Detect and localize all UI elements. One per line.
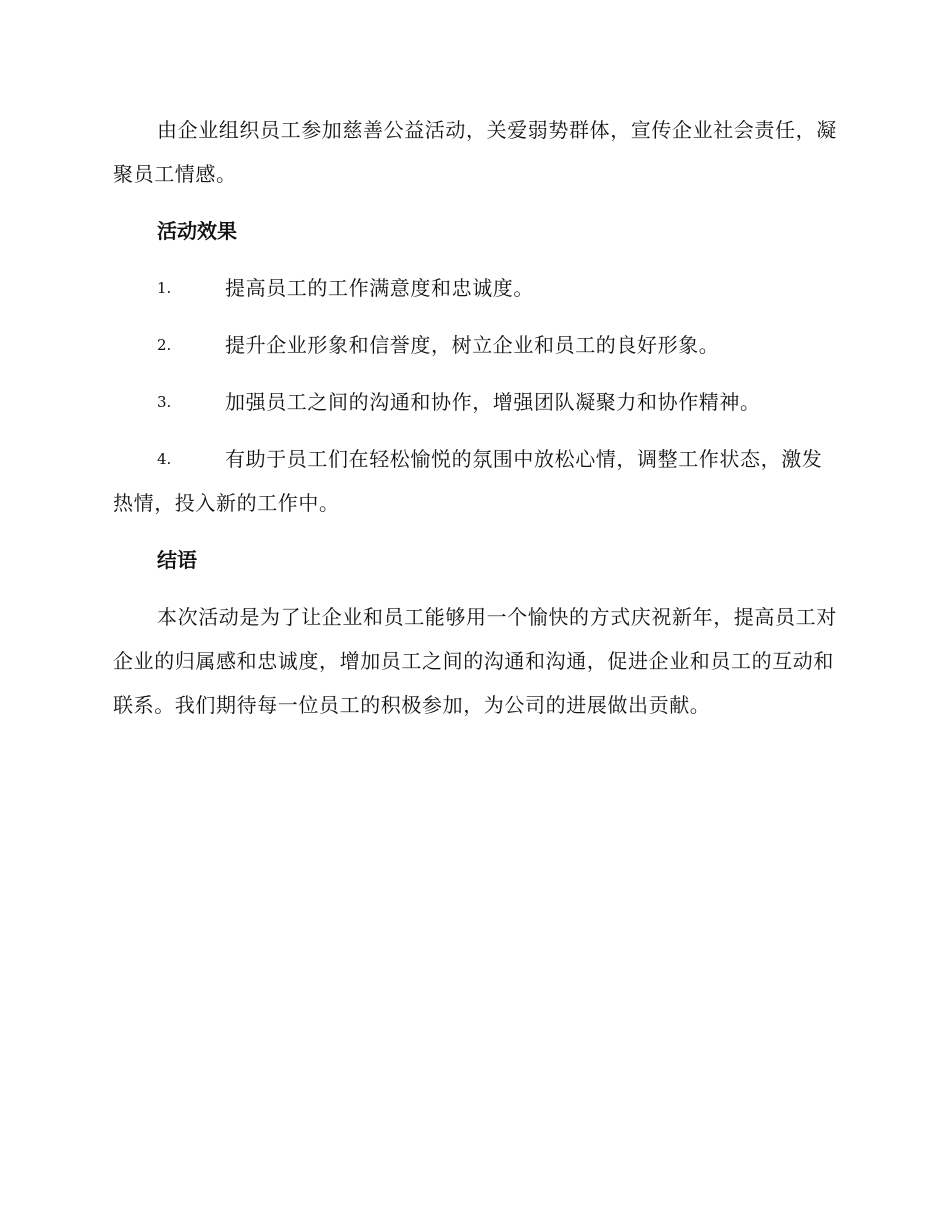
list-item [113,437,837,525]
conclusion-paragraph: 本次活动是为了让企业和员工能够用一个愉快的方式庆祝新年，提高员工对企业的归属感和忠诚度，增加员工之间的沟通和沟通，促进企业和员工的互动和联系。我们期待每一位员工的积极参加，为公司的进展做出贡献。 [113,605,837,717]
document-page [113,108,837,727]
list-item [113,323,837,367]
list-item-number: 1. [157,279,172,297]
conclusion-heading: 结语 [157,548,197,572]
list-item-text: 有助于员工们在轻松愉悦的氛围中放松心情，调整工作状态，激发热情，投入新的工作中。 [113,447,823,515]
effects-list [113,266,837,525]
intro-paragraph: 由企业组织员工参加慈善公益活动，关爱弱势群体，宣传企业社会责任，凝聚员工情感。 [113,118,837,186]
list-item-text: 提升企业形象和信誉度，树立企业和员工的良好形象。 [225,333,720,357]
effects-heading: 活动效果 [157,219,237,243]
list-item-number: 4. [157,450,172,468]
list-item-text: 加强员工之间的沟通和协作，增强团队凝聚力和协作精神。 [225,390,761,414]
list-item-number: 2. [157,336,172,354]
list-item-number: 3. [157,393,172,411]
list-item [113,266,837,310]
list-item-text: 提高员工的工作满意度和忠诚度。 [225,276,534,300]
list-item [113,380,837,424]
